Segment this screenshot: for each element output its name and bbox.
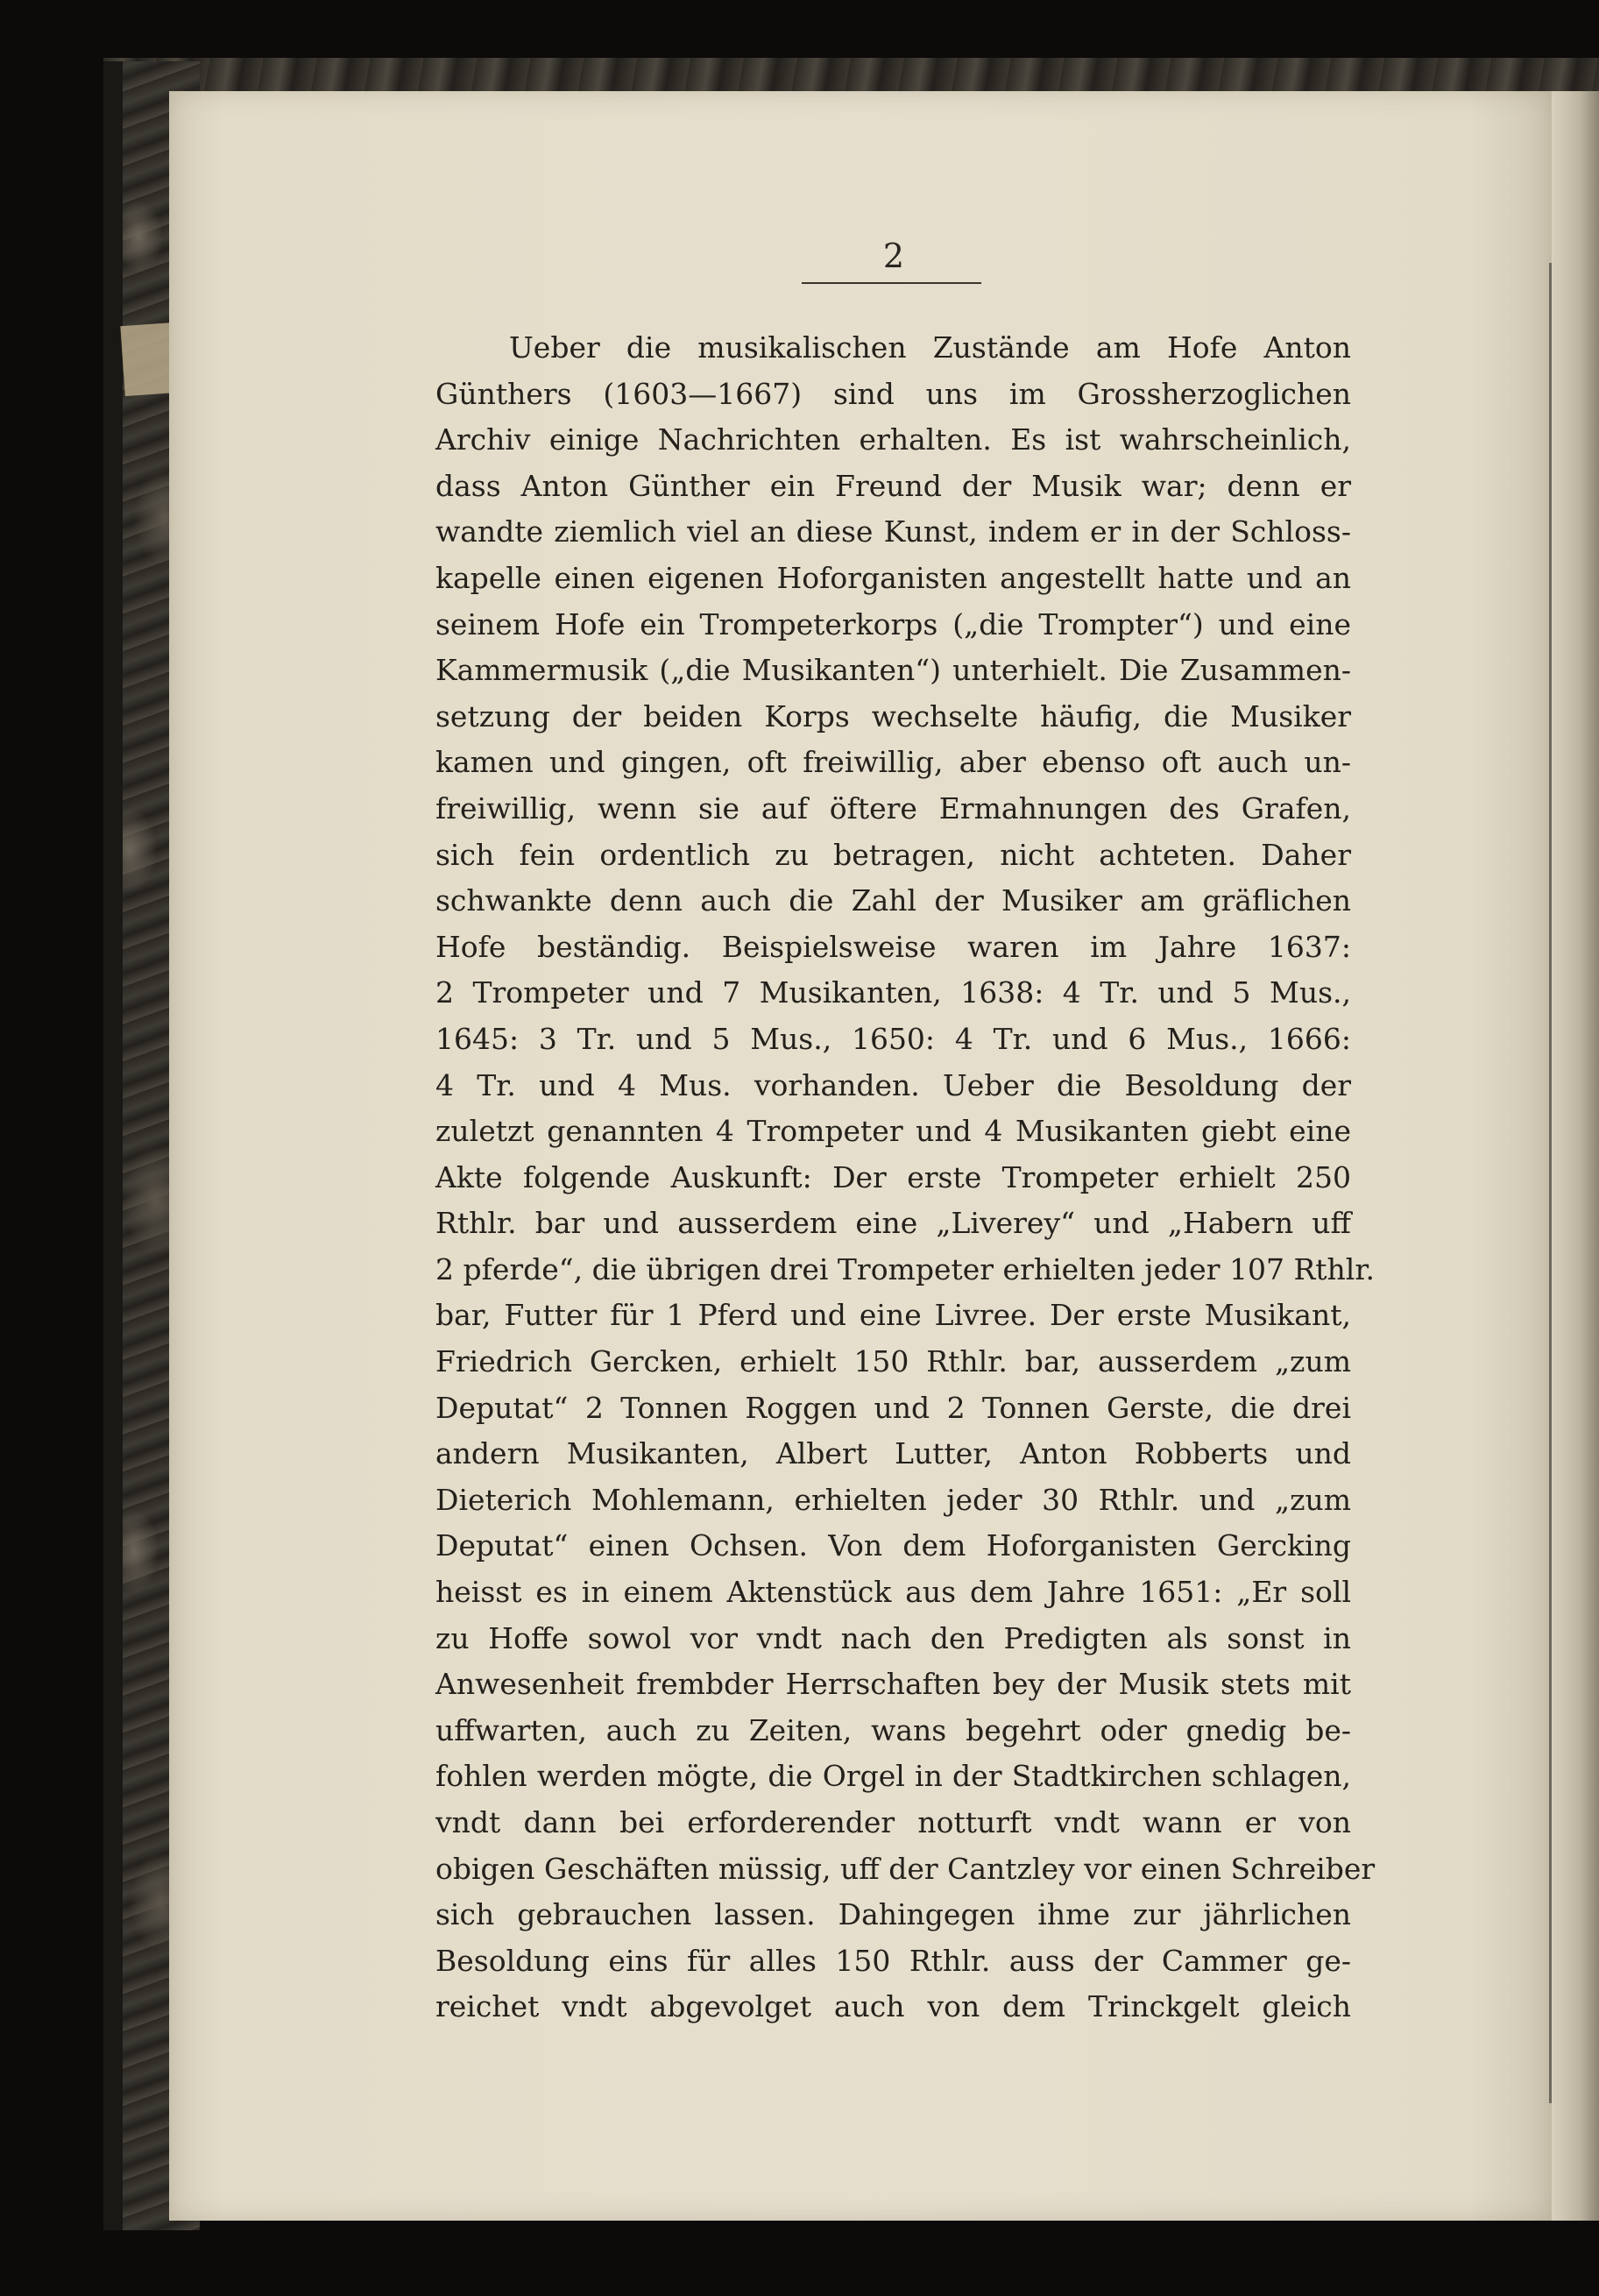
text-line: 2 Trompeter und 7 Musikanten, 1638: 4 Tr. und 5 Mus., bbox=[435, 975, 1351, 1010]
text-line: sich fein ordentlich zu betragen, nicht achteten. Daher bbox=[435, 837, 1351, 872]
text-line: andern Musikanten, Albert Lutter, Anton Robberts und bbox=[435, 1436, 1351, 1471]
page-number: 2 bbox=[882, 237, 905, 275]
text-line: Akte folgende Auskunft: Der erste Trompeter erhielt 250 bbox=[435, 1159, 1351, 1194]
text-line: sich gebrauchen lassen. Dahingegen ihme zur jährlichen bbox=[435, 1897, 1351, 1932]
text-line: Anwesenheit frembder Herrschaften bey der Musik stets mit bbox=[435, 1667, 1351, 1702]
text-line: zuletzt genannten 4 Trompeter und 4 Musikanten giebt eine bbox=[435, 1114, 1351, 1149]
text-line: 1645: 3 Tr. und 5 Mus., 1650: 4 Tr. und 6 Mus., 1666: bbox=[435, 1021, 1351, 1056]
text-line: Archiv einige Nachrichten erhalten. Es ist wahrscheinlich, bbox=[435, 422, 1351, 457]
text-line: dass Anton Günther ein Freund der Musik war; denn er bbox=[435, 468, 1351, 503]
text-line: vndt dann bei erforderender notturft vndt wann er von bbox=[435, 1805, 1351, 1839]
text-line: heisst es in einem Aktenstück aus dem Jahre 1651: „Er soll bbox=[435, 1575, 1351, 1610]
book-spine bbox=[103, 61, 123, 2230]
text-line: Friedrich Gercken, erhielt 150 Rthlr. bar, ausserdem „zum bbox=[435, 1344, 1351, 1379]
text-line: obigen Geschäften müssig, uff der Cantzley vor einen Schreiber bbox=[435, 1851, 1376, 1886]
text-line: Deputat“ 2 Tonnen Roggen und 2 Tonnen Gerste, die drei bbox=[435, 1390, 1351, 1425]
text-line: Dieterich Mohlemann, erhielten jeder 30 Rthlr. und „zum bbox=[435, 1482, 1351, 1517]
facing-page-edge bbox=[1552, 91, 1599, 2221]
text-line: bar, Futter für 1 Pferd und eine Livree. Der erste Musikant, bbox=[435, 1298, 1351, 1333]
text-line: kapelle einen eigenen Hoforganisten angestellt hatte und an bbox=[435, 560, 1351, 595]
text-line: reichet vndt abgevolget auch von dem Trinckgelt gleich bbox=[435, 1989, 1351, 2024]
text-line: Ueber die musikalischen Zustände am Hofe Anton bbox=[509, 330, 1351, 365]
text-line: Kammermusik („die Musikanten“) unterhielt. Die Zusammen- bbox=[435, 653, 1351, 688]
text-line: Rthlr. bar und ausserdem eine „Liverey“ und „Habern uff bbox=[435, 1206, 1351, 1241]
page-number-rule bbox=[802, 282, 981, 284]
text-line: 4 Tr. und 4 Mus. vorhanden. Ueber die Besoldung der bbox=[435, 1067, 1351, 1102]
text-line: fohlen werden mögte, die Orgel in der Stadtkirchen schlagen, bbox=[435, 1759, 1351, 1794]
text-line: kamen und gingen, oft freiwillig, aber ebenso oft auch un- bbox=[435, 745, 1351, 780]
text-line: freiwillig, wenn sie auf öftere Ermahnungen des Grafen, bbox=[435, 790, 1351, 826]
text-line: setzung der beiden Korps wechselte häufig, die Musiker bbox=[435, 698, 1351, 733]
text-line: 2 pferde“, die übrigen drei Trompeter erhielten jeder 107 Rthlr. bbox=[435, 1251, 1376, 1286]
text-line: Günthers (1603—1667) sind uns im Grossherzoglichen bbox=[435, 376, 1351, 411]
text-line: Hofe beständig. Beispielsweise waren im Jahre 1637: bbox=[435, 929, 1351, 964]
text-line: seinem Hofe ein Trompeterkorps („die Trompter“) und eine bbox=[435, 606, 1351, 641]
body-text bbox=[435, 325, 1376, 2030]
text-line: uffwarten, auch zu Zeiten, wans begehrt oder gnedig be- bbox=[435, 1712, 1351, 1747]
gutter-line bbox=[1549, 263, 1552, 2103]
text-line: Besoldung eins für alles 150 Rthlr. auss der Cammer ge- bbox=[435, 1943, 1351, 1978]
text-line: schwankte denn auch die Zahl der Musiker am gräflichen bbox=[435, 883, 1351, 918]
text-line: zu Hoffe sowol vor vndt nach den Predigten als sonst in bbox=[435, 1620, 1351, 1655]
text-line: Deputat“ einen Ochsen. Von dem Hoforganisten Gercking bbox=[435, 1528, 1351, 1563]
text-line: wandte ziemlich viel an diese Kunst, indem er in der Schloss- bbox=[435, 514, 1351, 549]
